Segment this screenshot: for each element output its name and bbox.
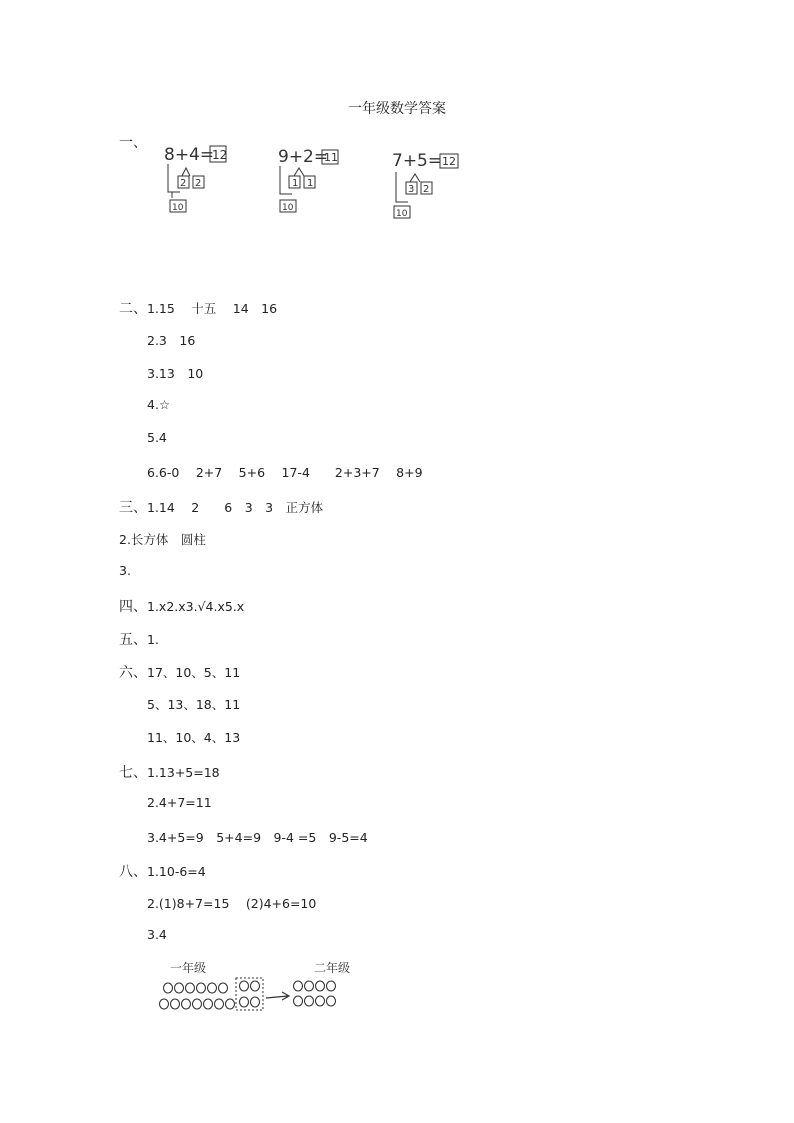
sum-answer: 12: [212, 148, 228, 162]
handwritten-circle-sketch: [156, 958, 366, 1018]
section-2-line-2: 2.3 16: [147, 333, 196, 348]
handwritten-sum-3: [388, 144, 468, 228]
section-7-line-1: [119, 762, 220, 782]
section-3-line-2: 2.长方体 圆柱: [119, 532, 206, 547]
section-5-line-1: [119, 629, 159, 649]
section-4-label: 四、: [119, 599, 147, 615]
section-7-line-2: 2.4+7=11: [147, 795, 212, 810]
sum-expr: 8+4=: [164, 145, 215, 165]
section-2-label: 二、: [119, 301, 147, 317]
answer-text: 1.14 2 6 3 3 正方体: [147, 500, 324, 515]
section-5-label: 五、: [119, 632, 147, 648]
sketch-right-label: 二年级: [314, 961, 351, 975]
section-6-line-1: [119, 662, 240, 682]
answer-text: 1.: [147, 632, 159, 647]
answer-text: 1.10-6=4: [147, 864, 206, 879]
second-grade-circles: [294, 981, 336, 1006]
sum-split-b: 2: [195, 178, 202, 189]
answer-text: 1.x2.x3.√4.x5.x: [147, 599, 245, 614]
first-grade-circles: [160, 981, 260, 1009]
section-8-line-2: 2.(1)8+7=15 (2)4+6=10: [147, 896, 317, 911]
section-7-line-3: 3.4+5=9 5+4=9 9-4 =5 9-5=4: [147, 830, 368, 845]
sum-split-a: 2: [180, 178, 187, 189]
arrow-icon: [266, 992, 289, 1000]
sum-ten: 10: [282, 203, 294, 213]
sum-split-b: 1: [307, 178, 314, 189]
page-title: 一年级数学答案: [348, 101, 446, 117]
sum-ten: 10: [396, 209, 408, 219]
section-6-line-3: 11、10、4、13: [147, 730, 241, 745]
sum-expr: 9+2=: [278, 147, 329, 167]
answer-text: 1.13+5=18: [147, 765, 220, 780]
sum-expr: 7+5=: [392, 151, 443, 171]
handwritten-sum-1: [160, 140, 240, 224]
section-4-line-1: [119, 596, 244, 616]
section-6-label: 六、: [119, 665, 147, 681]
sum-answer: 12: [442, 155, 456, 168]
section-3-line-3: 3.: [119, 563, 131, 578]
section-1-label: 一、: [119, 135, 147, 151]
section-8-line-3: 3.4: [147, 927, 167, 942]
section-6-line-2: 5、13、18、11: [147, 697, 241, 712]
section-8-line-1: [119, 861, 206, 881]
section-3-line-1: [119, 497, 323, 517]
sum-ten: 10: [172, 203, 184, 213]
sum-split-a: 3: [408, 184, 415, 195]
handwritten-sum-2: [274, 140, 354, 224]
section-2-line-1: [119, 298, 277, 318]
sum-answer: 11: [324, 151, 338, 164]
section-3-label: 三、: [119, 500, 147, 516]
section-2-line-6: 6.6-0 2+7 5+6 17-4 2+3+7 8+9: [147, 465, 423, 480]
answer-text: 1.15 十五 14 16: [147, 301, 278, 316]
section-8-label: 八、: [119, 864, 147, 880]
sketch-left-label: 一年级: [170, 961, 207, 975]
section-2-line-3: 3.13 10: [147, 366, 204, 381]
section-2-line-5: 5.4: [147, 430, 167, 445]
section-7-label: 七、: [119, 765, 147, 781]
sum-split-b: 2: [423, 184, 430, 195]
sum-split-a: 1: [292, 178, 299, 189]
section-2-line-4: 4.☆: [147, 397, 171, 412]
answer-text: 17、10、5、11: [147, 665, 241, 680]
